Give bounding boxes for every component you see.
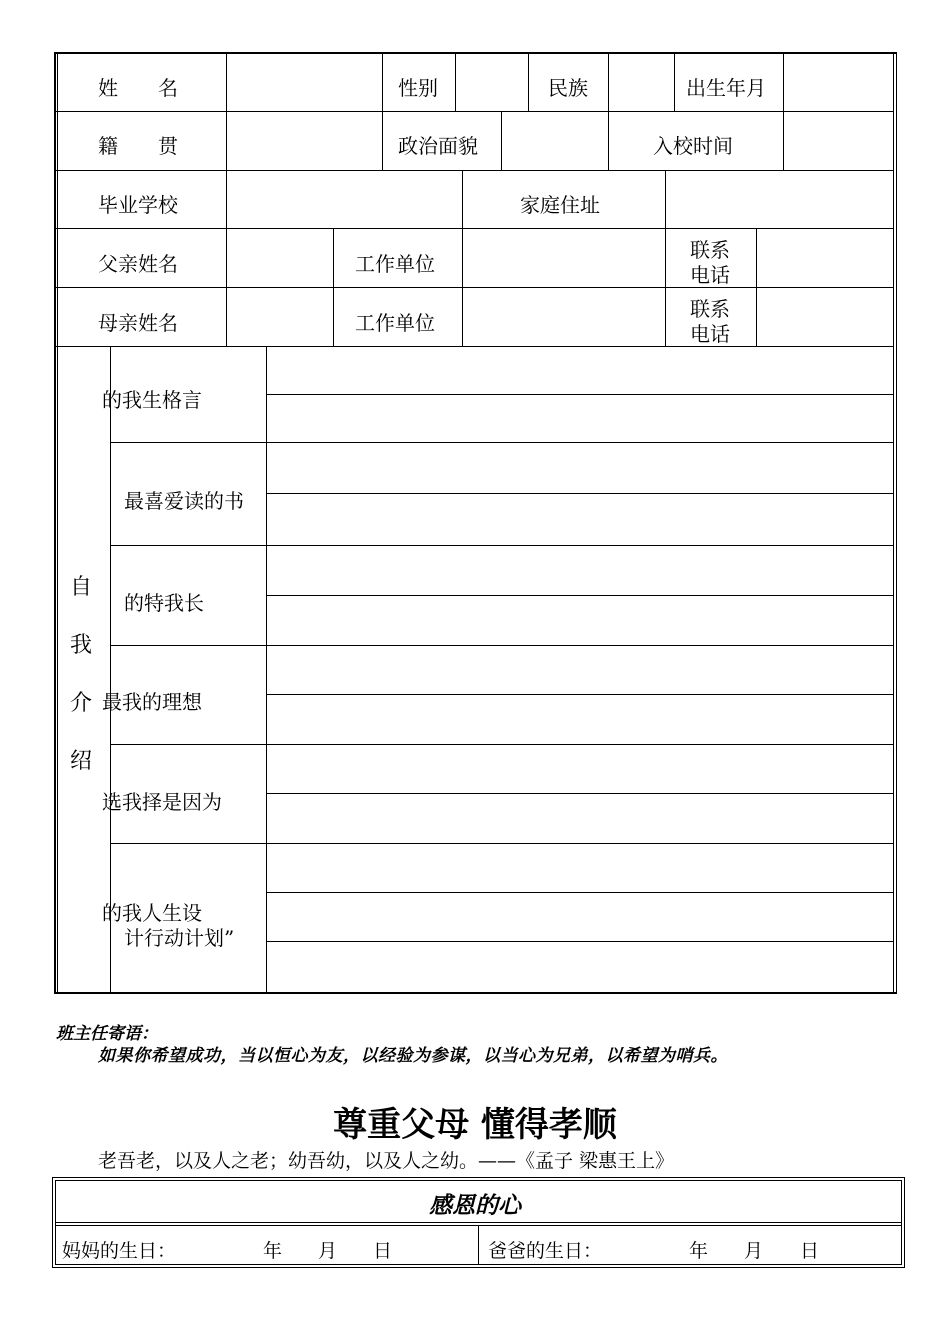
form-border-bottom: [54, 992, 896, 994]
section-divider: [110, 744, 894, 745]
origin-field[interactable]: [228, 113, 380, 168]
father-phone-label-2: 电话: [690, 263, 730, 287]
father-work-field[interactable]: [464, 230, 663, 285]
mom-birthday-month: 月: [318, 1240, 338, 1262]
mother-phone-label-2: 电话: [690, 322, 730, 346]
gratitude-title: 感恩的心: [429, 1192, 521, 1219]
dad-birthday-label: 爸爸的生日：: [488, 1240, 603, 1262]
birth-field[interactable]: [785, 55, 891, 109]
box-divider: [55, 1222, 902, 1223]
gender-field[interactable]: [457, 55, 526, 109]
col-divider: [665, 170, 666, 346]
form-border-left-inner: [57, 52, 58, 994]
form-border-top: [54, 52, 896, 54]
father-phone-field[interactable]: [758, 230, 891, 285]
name-field[interactable]: [228, 55, 380, 109]
father-phone-label-1: 联系: [690, 238, 730, 262]
talent-label: 的特我长: [124, 591, 204, 615]
self-intro-char-3: 介: [70, 691, 93, 716]
address-label: 家庭住址: [520, 193, 600, 217]
form-border-left: [54, 52, 56, 994]
section-divider: [110, 843, 894, 844]
book-label: 最喜爱读的书: [124, 489, 244, 513]
col-divider: [462, 170, 463, 346]
father-name-field[interactable]: [228, 230, 331, 285]
box-col-divider: [478, 1225, 479, 1265]
talent-field[interactable]: [268, 547, 893, 644]
dad-birthday-field[interactable]: [616, 1228, 900, 1262]
plan-label-1: 的我人生设: [102, 901, 202, 925]
mother-name-field[interactable]: [228, 289, 331, 344]
dad-birthday-year: 年: [689, 1240, 709, 1262]
col-divider: [528, 53, 529, 111]
col-divider: [674, 53, 675, 111]
self-intro-char-4: 绍: [70, 749, 93, 774]
form-border-right-inner: [896, 52, 897, 994]
mom-birthday-day: 日: [373, 1240, 393, 1262]
mother-phone-field[interactable]: [758, 289, 891, 344]
section-divider: [110, 645, 894, 646]
col-divider: [455, 53, 456, 111]
row-divider: [56, 346, 894, 347]
ethnicity-field[interactable]: [610, 55, 672, 109]
motto-field[interactable]: [268, 348, 893, 441]
row-divider: [56, 228, 894, 229]
form-border-right: [893, 52, 894, 994]
col-divider: [382, 53, 383, 170]
school-field[interactable]: [228, 172, 460, 226]
col-divider: [501, 111, 502, 170]
ideal-field[interactable]: [268, 647, 893, 743]
address-field[interactable]: [667, 172, 891, 226]
mom-birthday-field[interactable]: [190, 1228, 475, 1262]
section-title: 尊重父母 懂得孝顺: [333, 1105, 617, 1145]
father-label: 父亲姓名: [98, 252, 178, 276]
mencius-quote: 老吾老，以及人之老；幼吾幼，以及人之幼。——《孟子 梁惠王上》: [98, 1150, 675, 1172]
father-work-label: 工作单位: [355, 252, 435, 276]
gender-label: 性别: [398, 76, 438, 100]
ideal-label: 最我的理想: [102, 690, 202, 714]
mom-birthday-label: 妈妈的生日：: [62, 1240, 177, 1262]
motto-label: 的我生格言: [102, 388, 202, 412]
row-divider: [56, 287, 894, 288]
row-divider: [56, 170, 894, 171]
mother-work-label: 工作单位: [355, 311, 435, 335]
ethnicity-label: 民族: [548, 76, 588, 100]
col-divider: [226, 53, 227, 346]
mother-label: 母亲姓名: [98, 311, 178, 335]
book-field[interactable]: [268, 444, 893, 544]
dad-birthday-day: 日: [800, 1240, 820, 1262]
mother-work-field[interactable]: [464, 289, 663, 344]
teacher-message-text: 如果你希望成功，当以恒心为友，以经验为参谋，以当心为兄弟，以希望为哨兵。: [98, 1046, 728, 1066]
choice-field[interactable]: [268, 746, 893, 842]
row-divider: [56, 111, 894, 112]
plan-field[interactable]: [268, 845, 893, 991]
dad-birthday-month: 月: [744, 1240, 764, 1262]
self-intro-char-1: 自: [70, 575, 93, 600]
section-divider: [110, 442, 894, 443]
section-divider: [110, 545, 894, 546]
school-label: 毕业学校: [98, 193, 178, 217]
origin-label: 籍 贯: [98, 134, 178, 158]
choice-label: 选我择是因为: [102, 790, 222, 814]
plan-label-2: 计行动计划”: [124, 926, 235, 950]
political-label: 政治面貌: [398, 134, 478, 158]
teacher-message-label: 班主任寄语：: [56, 1024, 158, 1044]
mom-birthday-year: 年: [263, 1240, 283, 1262]
enroll-field[interactable]: [785, 113, 891, 168]
col-divider: [608, 53, 609, 170]
birth-label: 出生年月: [686, 76, 766, 100]
political-field[interactable]: [503, 113, 606, 168]
name-label: 姓 名: [98, 76, 178, 100]
enroll-label: 入校时间: [653, 134, 733, 158]
col-divider: [756, 228, 757, 346]
col-divider: [333, 228, 334, 346]
col-divider: [783, 53, 784, 170]
self-intro-char-2: 我: [70, 633, 93, 658]
mother-phone-label-1: 联系: [690, 297, 730, 321]
